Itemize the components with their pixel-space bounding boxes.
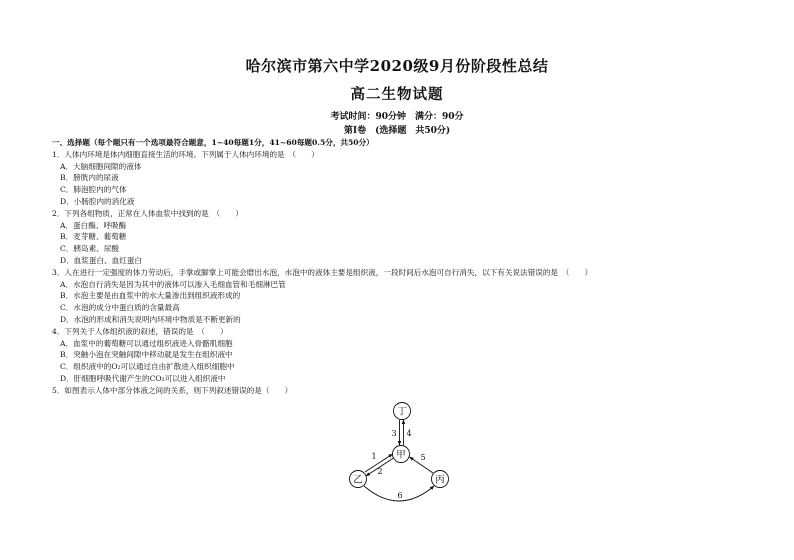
arrow-4-label: 4	[406, 429, 412, 438]
question-3-option-b: B．水泡主要是由血浆中的水大量渗出到组织液形成的	[60, 291, 241, 301]
question-5-stem: 5．如图表示人体中部分体液之间的关系，则下列叙述错误的是（ ）	[52, 385, 293, 395]
subject-title: 高二生物试题	[350, 86, 444, 103]
question-4-option-b: B．突触小泡在突触间隙中移动就是发生在组织液中	[60, 350, 233, 360]
node-ding-label: 丁	[397, 406, 407, 418]
question-2-stem: 2．下列各组物质，正常在人体血浆中找到的是 （ ）	[52, 208, 243, 218]
arrow-1-label: 1	[371, 452, 377, 461]
question-2-option-d: D．血浆蛋白、血红蛋白	[60, 255, 143, 265]
part-info: 第Ⅰ卷 (选择题 共50分)	[343, 126, 451, 136]
question-4-stem: 4．下列关于人体组织液的叙述，错误的是 （ ）	[52, 326, 228, 336]
node-yi-label: 乙	[353, 474, 363, 486]
question-1-option-d: D．小肠腔内的消化液	[60, 196, 135, 206]
question-3-option-d: D．水泡的形成和消失说明内环境中物质是不断更新的	[60, 314, 241, 324]
question-2-option-c: C．胰岛素、尿酸	[60, 244, 119, 254]
section-heading: 一、选择题（每个题只有一个选项最符合题意，1~40每题1分，41~60每题0.5分，共50分）	[52, 138, 374, 147]
question-3-option-a: A．水泡自行消失是因为其中的液体可以渗入毛细血管和毛细淋巴管	[60, 279, 286, 289]
school-title: 哈尔滨市第六中学2020级9月份阶段性总结	[245, 57, 549, 75]
question-2-option-a: A．蛋白酶、呼吸酶	[60, 220, 127, 230]
question-2-option-b: B．麦芽糖、葡萄糖	[60, 232, 127, 242]
arrow-2-label: 2	[377, 467, 383, 476]
question-1-option-b: B．膀胱内的尿液	[60, 173, 119, 183]
question-1-option-c: C．肺泡腔内的气体	[60, 185, 127, 195]
question-4-option-d: D．肝细胞呼吸代谢产生的CO₂可以进入组织液中	[60, 373, 226, 383]
question-1-option-a: A．大脑细胞间隙的液体	[60, 161, 142, 171]
body-fluid-diagram	[334, 396, 464, 508]
node-bing-label: 丙	[435, 474, 445, 486]
question-4-option-a: A．血浆中的葡萄糖可以通过组织液进入骨骼肌细胞	[60, 338, 233, 348]
exam-info: 考试时间：90分钟 满分：90分	[330, 112, 464, 122]
arrow-5-label: 5	[420, 453, 426, 462]
arrow-3-label: 3	[391, 429, 397, 438]
question-4-option-c: C．组织液中的O₂可以通过自由扩散进入组织细胞中	[60, 362, 235, 372]
question-3-option-c: C．水泡的成分中蛋白质的含量最高	[60, 303, 180, 313]
question-list	[52, 137, 752, 397]
arrow-6-label: 6	[397, 491, 403, 500]
question-1-stem: 1．人体内环境是体内细胞直接生活的环境。下列属于人体内环境的是 （ ）	[52, 149, 319, 159]
node-jia-label: 甲	[396, 449, 406, 461]
question-3-stem: 3．人在进行一定强度的体力劳动后，手掌或脚掌上可能会磨出水泡，水泡中的液体主要是组织液，一段时间后水泡可自行消失，以下有关说法错误的是 （ ）	[52, 267, 593, 277]
